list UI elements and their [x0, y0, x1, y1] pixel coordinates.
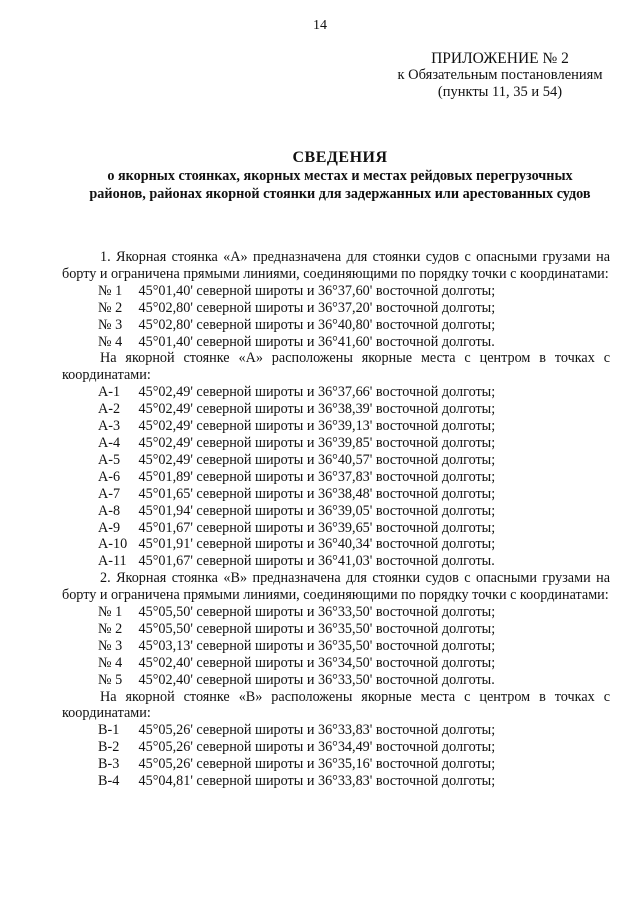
- coordinate-label: № 3: [98, 637, 123, 654]
- coordinate-label: А-6: [98, 468, 121, 485]
- coordinate-label: № 2: [98, 299, 123, 316]
- coordinate-label: А-8: [98, 502, 121, 519]
- section-2-places-intro: На якорной стоянке «В» расположены якорные места с центром в точках с координатами:: [62, 688, 610, 722]
- coordinate-row: [62, 520, 610, 537]
- coordinate-label: А-3: [98, 418, 121, 435]
- coordinate-label: А-11: [98, 553, 127, 570]
- coordinate-text: 45°01,67' северной широты и 36°39,65' восточной долготы;: [138, 519, 496, 536]
- document-body: [62, 249, 610, 790]
- section-2-anchor-places: [62, 722, 610, 790]
- coordinate-row: [62, 300, 610, 317]
- coordinate-row: [62, 435, 610, 452]
- coordinate-text: 45°01,67' северной широты и 36°41,03' восточной долготы.: [138, 553, 495, 570]
- coordinate-label: А-9: [98, 519, 121, 536]
- section-1-anchor-places: [62, 384, 610, 570]
- coordinate-row: [62, 604, 610, 621]
- coordinate-row: [62, 536, 610, 553]
- section-2-intro: 2. Якорная стоянка «В» предназначена для стоянки судов с опасными грузами на борту и ограничена прямыми линиями, соединяющими по порядку точки с координатами:: [62, 570, 610, 604]
- coordinate-text: 45°02,40' северной широты и 36°34,50' восточной долготы;: [138, 654, 496, 671]
- coordinate-label: № 1: [98, 604, 123, 621]
- heading-subtitle-line-1: о якорных стоянках, якорных местах и местах рейдовых перегрузочных: [107, 168, 573, 184]
- coordinate-row: [62, 756, 610, 773]
- coordinate-row: [62, 773, 610, 790]
- coordinate-text: 45°02,40' северной широты и 36°33,50' восточной долготы.: [138, 671, 495, 688]
- coordinate-text: 45°03,13' северной широты и 36°35,50' восточной долготы;: [138, 637, 496, 654]
- appendix-reference: к Обязательным постановлениям: [397, 67, 603, 83]
- coordinate-text: 45°01,91' северной широты и 36°40,34' восточной долготы;: [138, 536, 496, 553]
- coordinate-label: А-7: [98, 485, 121, 502]
- coordinate-label: № 4: [98, 333, 123, 350]
- coordinate-text: 45°05,26' северной широты и 36°33,83' восточной долготы;: [138, 722, 496, 739]
- coordinate-row: [62, 655, 610, 672]
- coordinate-row: [62, 503, 610, 520]
- coordinate-label: № 5: [98, 671, 123, 688]
- coordinate-text: 45°02,49' северной широты и 36°40,57' восточной долготы;: [138, 451, 496, 468]
- coordinate-label: А-10: [98, 536, 128, 553]
- coordinate-text: 45°01,65' северной широты и 36°38,48' восточной долготы;: [138, 485, 496, 502]
- coordinate-row: [62, 486, 610, 503]
- coordinate-label: № 1: [98, 282, 123, 299]
- coordinate-row: [62, 283, 610, 300]
- coordinate-label: № 3: [98, 316, 123, 333]
- coordinate-label: А-1: [98, 384, 121, 401]
- coordinate-row: [62, 621, 610, 638]
- coordinate-row: [62, 672, 610, 689]
- coordinate-text: 45°01,40' северной широты и 36°41,60' восточной долготы.: [138, 333, 495, 350]
- appendix-clauses: (пункты 11, 35 и 54): [437, 84, 563, 100]
- coordinate-text: 45°05,26' северной широты и 36°34,49' восточной долготы;: [138, 739, 496, 756]
- coordinate-label: В-3: [98, 756, 120, 773]
- coordinate-text: 45°02,49' северной широты и 36°39,85' восточной долготы;: [138, 434, 496, 451]
- coordinate-text: 45°02,49' северной широты и 36°38,39' восточной долготы;: [138, 401, 496, 418]
- coordinate-label: А-5: [98, 451, 121, 468]
- coordinate-label: А-4: [98, 434, 121, 451]
- coordinate-row: [62, 384, 610, 401]
- coordinate-text: 45°05,50' северной широты и 36°35,50' восточной долготы;: [138, 620, 496, 637]
- heading-subtitle-line-2: районов, районах якорной стоянки для задержанных или арестованных судов: [89, 186, 591, 202]
- coordinate-text: 45°01,89' северной широты и 36°37,83' восточной долготы;: [138, 468, 496, 485]
- coordinate-label: В-1: [98, 722, 120, 739]
- heading-title: СВЕДЕНИЯ: [292, 149, 388, 166]
- coordinate-text: 45°02,80' северной широты и 36°37,20' восточной долготы;: [138, 299, 496, 316]
- appendix-title: ПРИЛОЖЕНИЕ № 2: [431, 50, 569, 67]
- coordinate-text: 45°02,49' северной широты и 36°39,13' восточной долготы;: [138, 418, 496, 435]
- document-heading: [40, 148, 640, 203]
- page-number: 14: [313, 18, 327, 33]
- coordinate-row: [62, 418, 610, 435]
- coordinate-row: [62, 638, 610, 655]
- coordinate-row: [62, 452, 610, 469]
- coordinate-row: [62, 722, 610, 739]
- coordinate-text: 45°01,40' северной широты и 36°37,60' восточной долготы;: [138, 282, 496, 299]
- coordinate-row: [62, 401, 610, 418]
- coordinate-text: 45°02,49' северной широты и 36°37,66' восточной долготы;: [138, 384, 496, 401]
- coordinate-text: 45°01,94' северной широты и 36°39,05' восточной долготы;: [138, 502, 496, 519]
- section-1-intro: 1. Якорная стоянка «А» предназначена для стоянки судов с опасными грузами на борту и ограничена прямыми линиями, соединяющими по порядку точки с координатами:: [62, 249, 610, 282]
- section-1-boundary-points: [62, 283, 610, 351]
- coordinate-label: № 4: [98, 654, 123, 671]
- coordinate-text: 45°04,81' северной широты и 36°33,83' восточной долготы;: [138, 773, 496, 790]
- coordinate-text: 45°05,50' северной широты и 36°33,50' восточной долготы;: [138, 604, 496, 621]
- coordinate-row: [62, 469, 610, 486]
- coordinate-row: [62, 317, 610, 334]
- coordinate-row: [62, 334, 610, 351]
- section-2-boundary-points: [62, 604, 610, 689]
- coordinate-label: В-4: [98, 773, 120, 790]
- coordinate-row: [62, 739, 610, 756]
- coordinate-label: В-2: [98, 739, 120, 756]
- coordinate-row: [62, 553, 610, 570]
- coordinate-label: А-2: [98, 401, 121, 418]
- coordinate-text: 45°02,80' северной широты и 36°40,80' восточной долготы;: [138, 316, 496, 333]
- section-1-places-intro: На якорной стоянке «А» расположены якорные места с центром в точках с координатами:: [62, 350, 610, 384]
- appendix-header: [380, 50, 620, 101]
- coordinate-label: № 2: [98, 620, 123, 637]
- coordinate-text: 45°05,26' северной широты и 36°35,16' восточной долготы;: [138, 756, 496, 773]
